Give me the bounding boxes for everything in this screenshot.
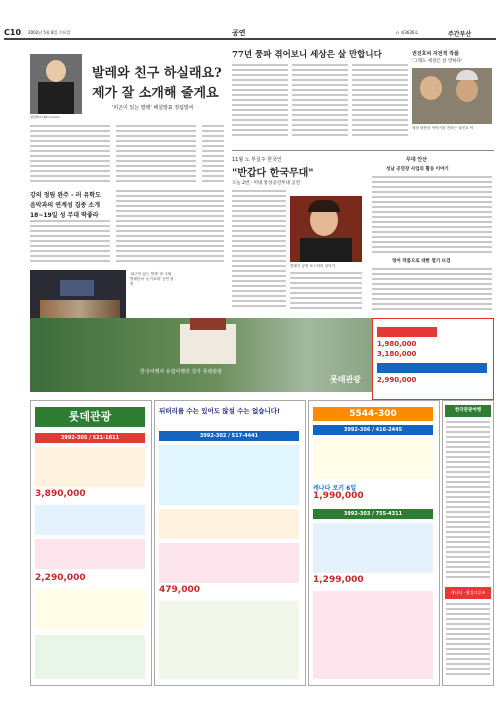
issue-number: ◇ 제3636호: [396, 30, 419, 35]
europe-price: 3,890,000: [35, 489, 86, 499]
article2-headline: 77년 풍파 겪어보니 세상은 살 만합니다: [232, 50, 382, 60]
discount-price: 1,299,000: [313, 575, 364, 585]
ballet-photo-caption: '피곤이 있는 발레' 중 국립발레단의 '돈키호테' 공연 장면: [130, 272, 174, 286]
article2-side-title: 권진호씨 자전적 작품: [412, 51, 459, 57]
article3-headline: "반갑다 한국무대": [232, 168, 314, 179]
side-ad-list: [446, 421, 490, 581]
article2-body-col3: [352, 64, 408, 140]
article4-sub: 성남 공연장 사업의 활동 이야기: [386, 167, 449, 172]
lotte-travel-ad[interactable]: [30, 400, 152, 686]
article3-deck: 오늘 2번 · 미네 통상공연무대 공연: [232, 181, 300, 186]
article4-body-col1: [372, 176, 492, 256]
side-list-ad[interactable]: [442, 400, 494, 686]
promo-box[interactable]: [372, 318, 494, 400]
side-ad-list-2: [446, 603, 490, 679]
small-price: 479,000: [159, 585, 200, 595]
sea-phone: 3992-302 / 517-4441: [159, 431, 299, 441]
article2-body-col2: [292, 64, 348, 140]
portrait-caption: 정팀발씨 (Kim Insoo): [30, 115, 60, 119]
article4-title: 무대 안산: [406, 157, 428, 163]
travel-agency-ad[interactable]: [308, 400, 440, 686]
divider: [232, 150, 494, 151]
article1-headline-1: 발레와 친구 하실래요?: [92, 66, 222, 81]
page-header: [4, 28, 496, 40]
article1-body-col2: [116, 125, 196, 185]
article3-kicker: 11월 노 부실주 한국인: [232, 157, 282, 163]
article1-body-col1: [30, 125, 110, 185]
banner-text: 한국여행사 유럽여행의 강자 롯데관광: [140, 369, 223, 375]
canada-title: 캐나다 로키 6일: [313, 485, 357, 492]
bottom-phone: 3992-303 / 755-4311: [313, 509, 433, 519]
canada-price: 1,990,000: [313, 491, 364, 501]
singer-photo: [290, 196, 362, 262]
price-3: 2,990,000: [377, 376, 417, 384]
article2-body-col1: [232, 64, 288, 140]
europe-phone: 3992-305 / 521-1811: [35, 433, 145, 443]
europe-price-2: 2,290,000: [35, 573, 86, 583]
article1-headline-2: 제가 잘 소개해 줄게요: [92, 86, 219, 101]
article3-body-col2: [290, 272, 362, 312]
article4-sub2: 영어 작품으로 대한 열기 뜨겁: [392, 259, 451, 264]
section-title: 공연: [232, 29, 246, 37]
portrait-photo: [30, 54, 82, 114]
article1-body-col4: [30, 220, 110, 266]
article1-body-col3: [202, 125, 224, 185]
banner-logo: 롯데관광: [330, 375, 361, 384]
side-ad-title: 한국관광여행: [445, 405, 491, 417]
article3-caption: 클래식 공연 포스터의 성악가: [290, 264, 336, 268]
price-1: 1,980,000: [377, 340, 417, 348]
side-ad-sub: 캐나다 · 왕실크루즈: [445, 587, 491, 599]
lotte-logo: 롯데관광: [35, 407, 145, 427]
page-number: C10: [4, 28, 22, 37]
article1-subhead-2: 음악과의 연계성 집중 소개: [30, 202, 101, 209]
article2-caption: 세상 따뜻한 이야기를 전하는 권진호 씨: [412, 126, 474, 130]
paper-name: 주간부산: [448, 31, 472, 38]
article1-subhead-3: 18~19일 성 무대 딱좋라: [30, 212, 99, 219]
price-2: 3,180,000: [377, 350, 417, 358]
travel-phone: 5544-300: [313, 407, 433, 421]
article1-subhead-1: 강의 정팀 완주 - 러 유학도: [30, 192, 101, 199]
issue-date: 2002년 5월 8일 수요일: [28, 30, 71, 35]
sea-headline: 뒤떠리를 수는 있어도 않설 수는 없습니다!: [159, 407, 281, 415]
article1-body-col5: [116, 190, 224, 266]
southeast-asia-ad[interactable]: [154, 400, 306, 686]
article2-side-sub: '그래도 세상은 살 만하다': [412, 59, 463, 64]
article3-body-col1: [232, 190, 286, 310]
article2-photo: [412, 68, 492, 124]
article1-deck: '피곤이 있는 발레' 해설발표 정팀발씨: [112, 105, 194, 111]
article4-body-col2: [372, 268, 492, 312]
travel2-phone: 3992-306 / 416-2445: [313, 425, 433, 435]
